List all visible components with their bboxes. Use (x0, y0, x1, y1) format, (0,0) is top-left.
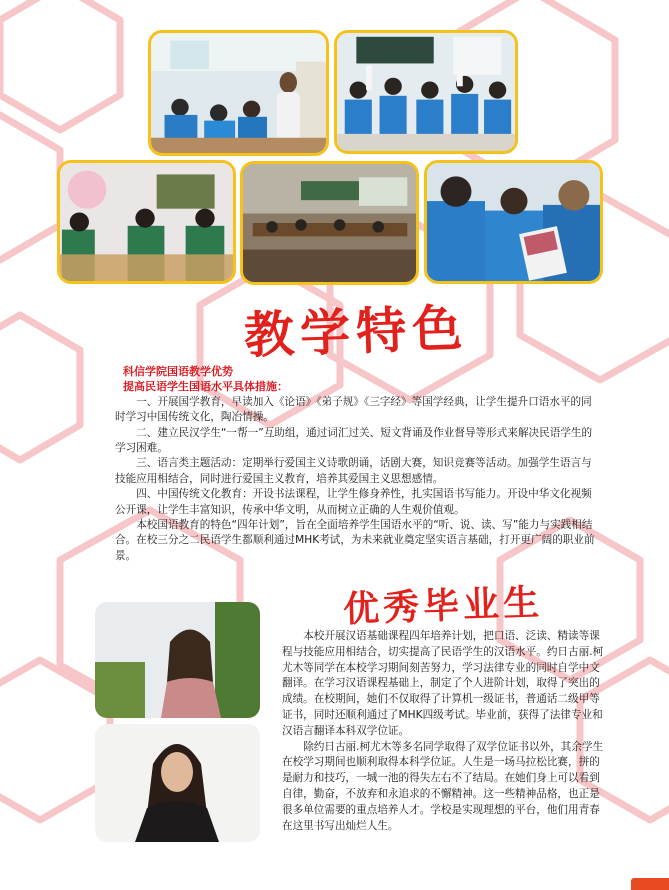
teaching-subtitle-2: 提高民语学生国语水平具体措施： (123, 380, 288, 394)
teaching-subtitle-1: 科信学院国语教学优势 (123, 365, 233, 378)
classroom-students-photo (334, 30, 518, 154)
students-writing-photo (57, 160, 236, 284)
page-corner-tab (631, 878, 669, 890)
teaching-paragraph: 一、开展国学教育，早读加入《论语》《弟子规》《三字经》等国学经典，让学生提升口语水平的同时学习中国传统文化，陶冶情操。 (115, 395, 592, 424)
teaching-paragraph: 三、语言类主题活动：定期举行爱国主义诗歌朗诵，话剧大赛，知识竞赛等活动。加强学生语言与技能应用相结合，同时进行爱国主义教育，培养其爱国主义思想感情。 (115, 457, 592, 485)
graduate-1-photo (95, 602, 260, 718)
meeting-room-photo (240, 161, 419, 285)
classroom-teacher-photo (148, 30, 329, 156)
graduates-text (282, 629, 605, 834)
graduates-paragraph: 本校开展汉语基础课程四年培养计划，把口语、泛读、精读等课程与技能应用相结合，切实提高了民语学生的汉语水平。约日古丽.柯尤木等同学在本校学习期间刻苦努力，学习法律专业的同时自学中文翻译。在学习汉语课程基础上，制定了个人进阶计划，取得了突出的成绩。在校期间，她们不仅取得了计算机一级证书，普通话二级甲等证书，同时还顺利通过了MHK四级考试。毕业前，获得了法律专业和汉语言翻译本科双学位证。 (282, 630, 604, 737)
teaching-paragraph: 本校国语教育的特色“四年计划”，旨在全面培养学生国语水平的“听、说、读、写”能力与实践相结合。在校三分之二民语学生都顺利通过MHK考试，为未来就业奠定坚实语言基础，打开更广阔的职业前景。 (115, 519, 595, 562)
teaching-features-text (115, 364, 601, 564)
graduate-2-photo (95, 724, 260, 842)
teaching-paragraph: 二、建立民汉学生“一帮一”互助组，通过词汇过关、短文背诵及作业督导等形式来解决民语学生的学习困难。 (115, 426, 593, 455)
graduates-paragraph: 除约日古丽.柯尤木等多名同学取得了双学位证书以外，其余学生在校学习期间也顺利取得本科学位证。人生是一场马拉松比赛，拼的是耐力和技巧，一城一池的得失左右不了结局。在她们身上可以看到自律，勤奋，不放弃和永追求的不懈精神。这一些精神品格，也正是很多单位需要的重点培养人才。学校是实现理想的平台，他们用青春在这里书写出灿烂人生。 (282, 740, 604, 832)
outstanding-graduates-heading: 优秀毕业生 (342, 581, 544, 631)
teaching-paragraph: 四、中国传统文化教育：开设书法课程，让学生修身养性，扎实国语书写能力。开设中华文化视频公开课，让学生丰富知识，传承中华文明，从而树立正确的人生观价值观。 (115, 488, 592, 516)
teaching-features-heading: 教学特色 (243, 298, 470, 365)
students-reading-photo (424, 160, 603, 284)
